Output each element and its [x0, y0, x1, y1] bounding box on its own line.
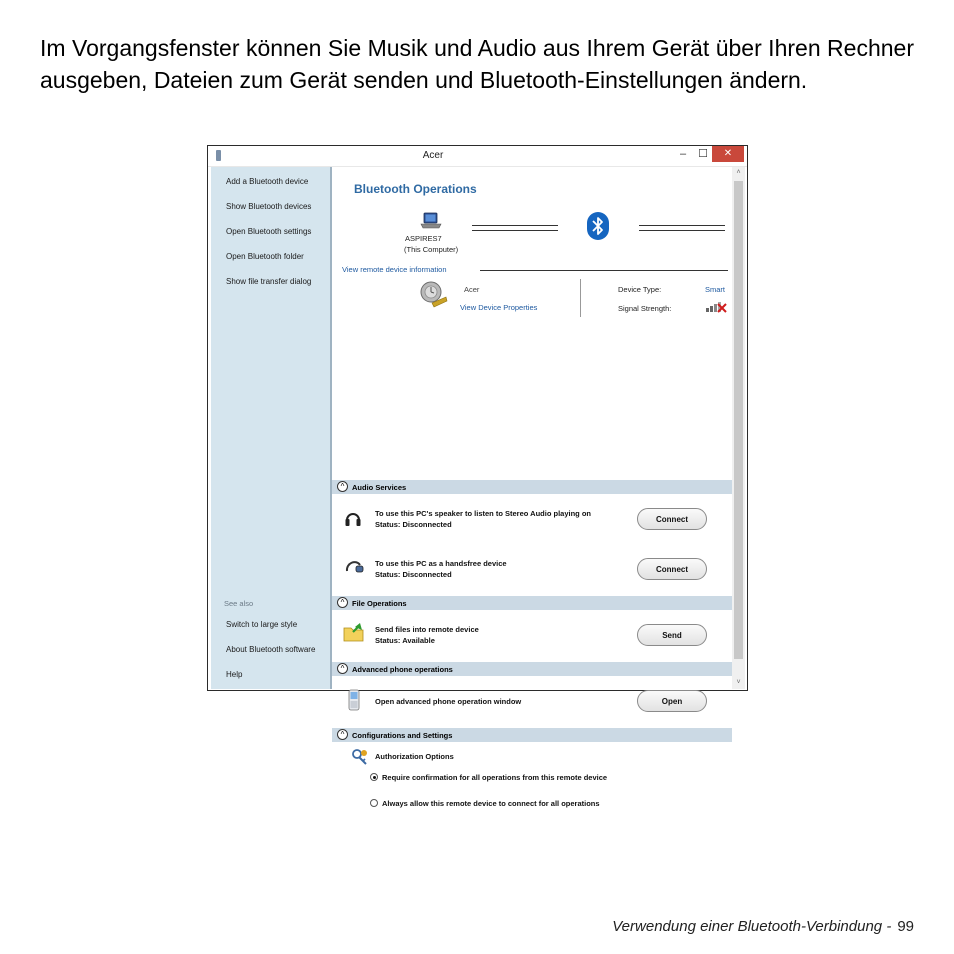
- phone-icon: [347, 689, 361, 711]
- signal-strength-icon: [705, 299, 727, 313]
- section-label: Audio Services: [352, 483, 407, 492]
- bluetooth-window: [207, 145, 748, 808]
- send-files-text: Send files into remote device: [375, 625, 479, 634]
- intro-paragraph: Im Vorgangsfenster können Sie Musik und Audio aus Ihrem Gerät über Ihren Rechner ausgeben, Dateien zum Gerät senden und Bluetooth-Einstellungen ändern.: [40, 35, 914, 93]
- vertical-divider: [580, 279, 581, 317]
- content-pane: [332, 167, 732, 808]
- sidebar-item-show-devices[interactable]: Show Bluetooth devices: [226, 202, 312, 211]
- collapse-chevron-icon[interactable]: ^: [337, 663, 348, 674]
- headset-icon: [344, 557, 364, 575]
- phone-operation-text: Open advanced phone operation window: [375, 697, 522, 706]
- connect-handsfree-button[interactable]: Connect: [637, 558, 707, 580]
- section-phone-operations[interactable]: [332, 662, 732, 676]
- headphones-icon: [344, 508, 362, 528]
- sidebar-item-add-device[interactable]: Add a Bluetooth device: [226, 177, 309, 186]
- footer-text: Verwendung einer Bluetooth-Verbindung -: [612, 918, 892, 935]
- scroll-up-icon[interactable]: ˄: [736, 169, 741, 176]
- audio-stereo-text: To use this PC's speaker to listen to Stereo Audio playing on: [375, 509, 591, 518]
- view-remote-link[interactable]: View remote device information: [342, 265, 447, 274]
- page-number: 99: [897, 918, 914, 935]
- computer-sub: (This Computer): [404, 245, 459, 254]
- device-type-value: Smart: [705, 285, 726, 294]
- section-configurations[interactable]: [332, 728, 732, 742]
- sidebar-item-file-transfer[interactable]: Show file transfer dialog: [226, 277, 312, 286]
- always-allow-radio[interactable]: [370, 799, 378, 807]
- connect-stereo-button[interactable]: Connect: [637, 508, 707, 530]
- sidebar-item-large-style[interactable]: Switch to large style: [226, 620, 298, 629]
- remote-device-icon: [418, 279, 448, 309]
- title-bar[interactable]: [208, 146, 747, 167]
- always-allow-label: Always allow this remote device to connect for all operations: [382, 799, 600, 808]
- section-label: Advanced phone operations: [352, 665, 453, 674]
- section-label: Configurations and Settings: [352, 731, 453, 740]
- section-audio-services[interactable]: [332, 480, 732, 494]
- scroll-thumb[interactable]: [734, 181, 743, 659]
- collapse-chevron-icon[interactable]: ^: [337, 597, 348, 608]
- see-also-label: See also: [224, 599, 254, 608]
- require-confirmation-label: Require confirmation for all operations from this remote device: [382, 773, 608, 782]
- bluetooth-icon: [586, 211, 610, 241]
- audio-stereo-status: Status: Disconnected: [375, 520, 452, 529]
- send-files-status: Status: Available: [375, 636, 435, 645]
- authorization-label: Authorization Options: [375, 752, 454, 761]
- minimize-button[interactable]: –: [679, 148, 687, 160]
- view-device-properties-link[interactable]: View Device Properties: [460, 303, 538, 312]
- page-title: Bluetooth Operations: [354, 182, 477, 196]
- collapse-chevron-icon[interactable]: ^: [337, 729, 348, 740]
- sidebar: [211, 167, 330, 689]
- send-files-icon: [343, 622, 365, 642]
- sidebar-item-help[interactable]: Help: [226, 670, 243, 679]
- section-label: File Operations: [352, 599, 407, 608]
- authorization-icon: [351, 748, 369, 766]
- signal-strength-label: Signal Strength:: [618, 304, 672, 313]
- computer-name: ASPIRES7: [405, 234, 442, 243]
- audio-handsfree-text: To use this PC as a handsfree device: [375, 559, 507, 568]
- audio-handsfree-status: Status: Disconnected: [375, 570, 452, 579]
- sidebar-item-open-settings[interactable]: Open Bluetooth settings: [226, 227, 312, 236]
- connection-line-left: [472, 225, 558, 231]
- device-name: Acer: [464, 285, 480, 294]
- connection-line-right: [639, 225, 725, 231]
- require-confirmation-radio[interactable]: [370, 773, 378, 781]
- laptop-icon: [420, 212, 442, 230]
- collapse-chevron-icon[interactable]: ^: [337, 481, 348, 492]
- open-button[interactable]: Open: [637, 690, 707, 712]
- section-file-operations[interactable]: [332, 596, 732, 610]
- send-button[interactable]: Send: [637, 624, 707, 646]
- maximize-button[interactable]: ☐: [698, 148, 708, 160]
- close-button[interactable]: ✕: [712, 146, 744, 162]
- divider-line: [480, 270, 728, 271]
- device-type-label: Device Type:: [618, 285, 662, 294]
- scroll-down-icon[interactable]: ˅: [736, 679, 741, 686]
- sidebar-item-open-folder[interactable]: Open Bluetooth folder: [226, 252, 304, 261]
- window-title: Acer: [422, 150, 444, 161]
- vertical-scrollbar[interactable]: [732, 167, 745, 689]
- sidebar-item-about[interactable]: About Bluetooth software: [226, 645, 316, 654]
- page-footer: [612, 918, 914, 935]
